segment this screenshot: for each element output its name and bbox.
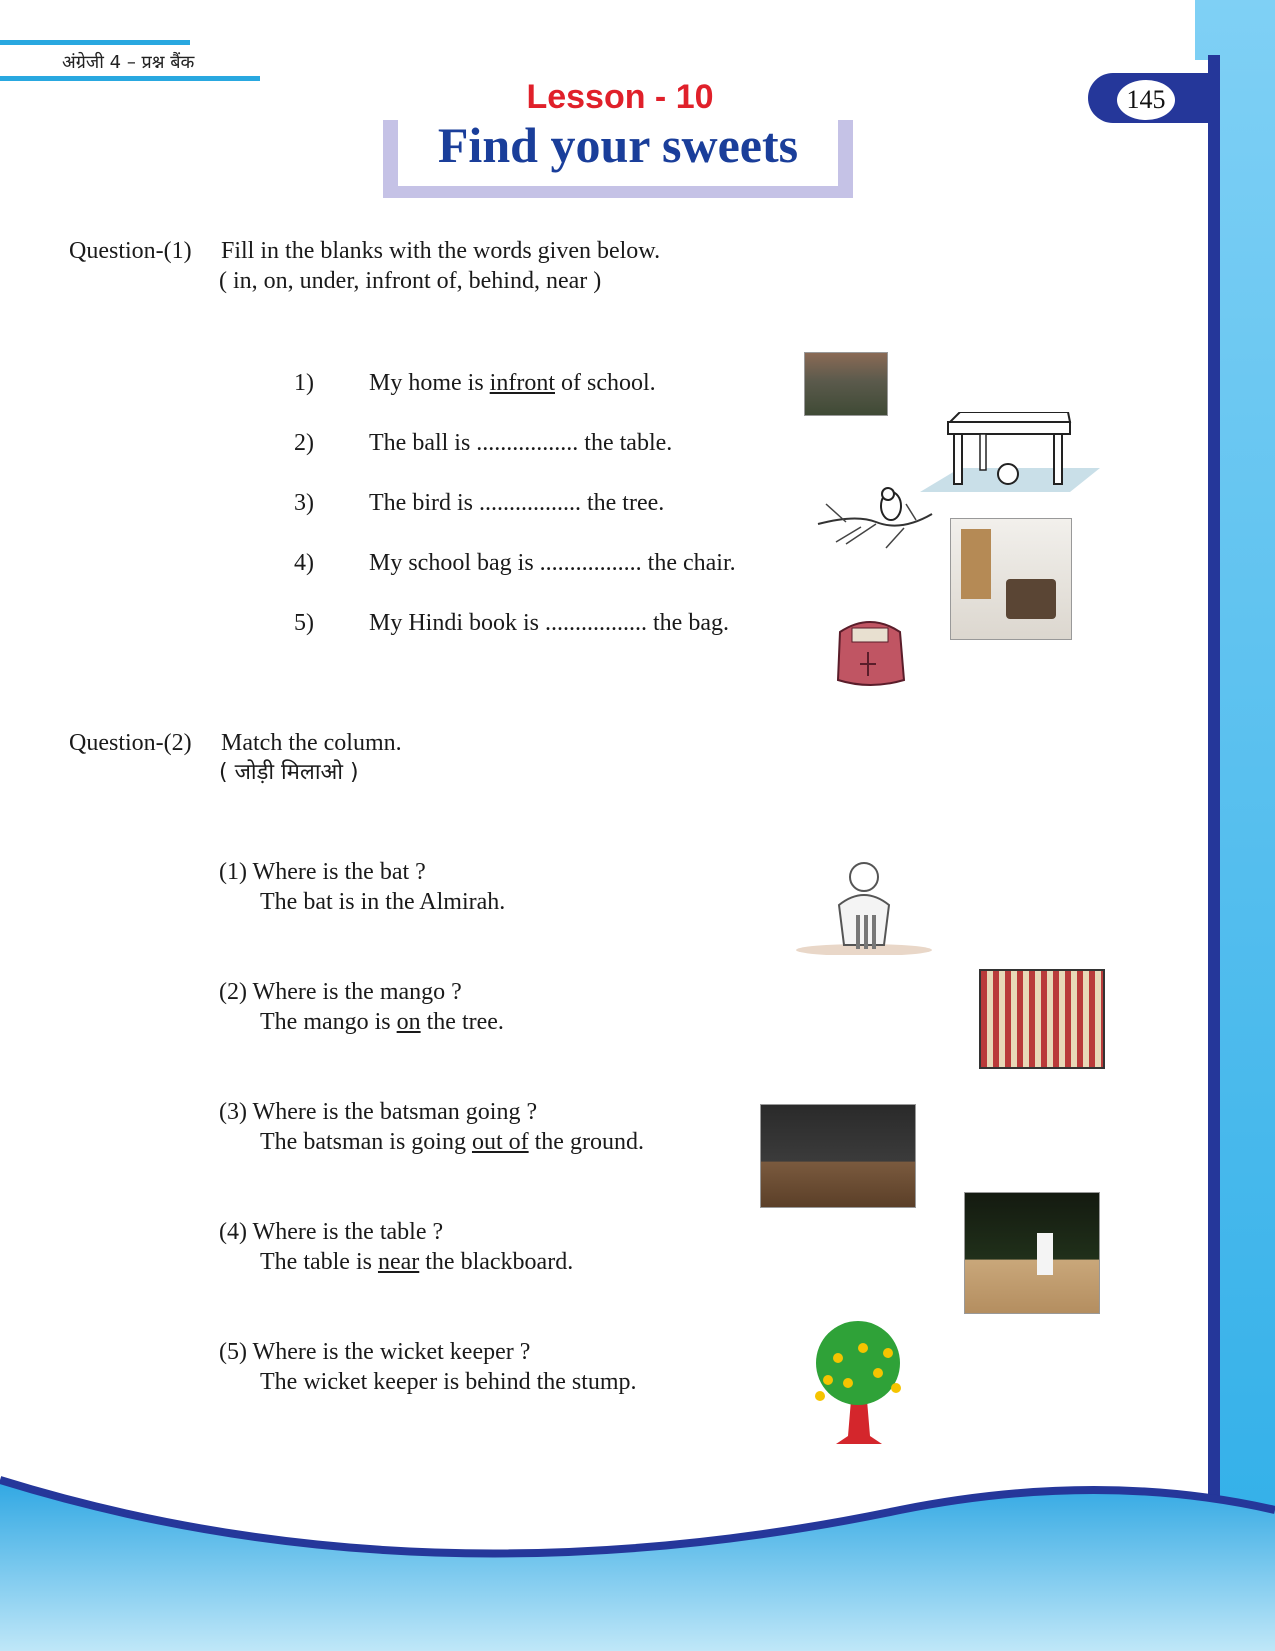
lesson-title: Find your sweets <box>437 117 799 173</box>
q1-label: Question-(1) <box>69 238 192 264</box>
wicket-keeper-illustration <box>794 855 934 955</box>
q2-question: (2) Where is the mango ? <box>219 979 462 1005</box>
right-edge-gap <box>1188 60 1208 1520</box>
bird-on-tree-icon <box>816 484 934 554</box>
right-edge-bar <box>1208 55 1220 1525</box>
mango-tree-icon <box>808 1318 910 1446</box>
q2-hindi-instruction: ( जोड़ी मिलाओ ) <box>219 760 359 785</box>
q1-instruction: Fill in the blanks with the words given below. <box>221 238 661 264</box>
house-photo <box>804 352 888 416</box>
q1-item-number: 1) <box>294 370 314 396</box>
q2-answer: The batsman is going out of the ground. <box>260 1129 644 1155</box>
q2-question: (4) Where is the table ? <box>219 1219 444 1245</box>
q1-item-number: 5) <box>294 610 314 636</box>
q1-item-text: The ball is ................. the table. <box>369 430 673 456</box>
header-accent-line <box>0 40 190 45</box>
bats-in-almirah-photo <box>979 969 1105 1069</box>
q2-answer: The bat is in the Almirah. <box>260 889 506 915</box>
table-with-ball-icon <box>920 412 1100 500</box>
q2-answer: The mango is on the tree. <box>260 1009 504 1035</box>
q1-item-number: 3) <box>294 490 314 516</box>
q1-item-text: My home is infront of school. <box>369 370 656 396</box>
lesson-number: Lesson - 10 <box>526 78 714 116</box>
q1-item-number: 2) <box>294 430 314 456</box>
chair-and-bag-photo <box>950 518 1072 640</box>
q1-item-number: 4) <box>294 550 314 576</box>
q1-item-text: My Hindi book is ................. the bag. <box>369 610 729 636</box>
q2-answer: The table is near the blackboard. <box>260 1249 574 1275</box>
q1-item-text: My school bag is ................. the chair. <box>369 550 736 576</box>
q2-label: Question-(2) <box>69 730 192 756</box>
page-number: 145 <box>1117 80 1175 120</box>
q2-question: (5) Where is the wicket keeper ? <box>219 1339 531 1365</box>
q1-item-text: The bird is ................. the tree. <box>369 490 665 516</box>
q2-instruction: Match the column. <box>221 730 402 756</box>
bottom-wave-decoration <box>0 1440 1275 1651</box>
batsman-photo <box>964 1192 1100 1314</box>
q1-word-list: ( in, on, under, infront of, behind, near ) <box>219 268 602 294</box>
q2-question: (1) Where is the bat ? <box>219 859 426 885</box>
book-name: अंग्रेजी 4 – प्रश्न बैंक <box>62 52 195 73</box>
q2-answer: The wicket keeper is behind the stump. <box>260 1369 637 1395</box>
q2-question: (3) Where is the batsman going ? <box>219 1099 538 1125</box>
school-bag-icon <box>830 612 910 692</box>
q1-answer-underlined: infront <box>489 370 555 396</box>
classroom-blackboard-photo <box>760 1104 916 1208</box>
